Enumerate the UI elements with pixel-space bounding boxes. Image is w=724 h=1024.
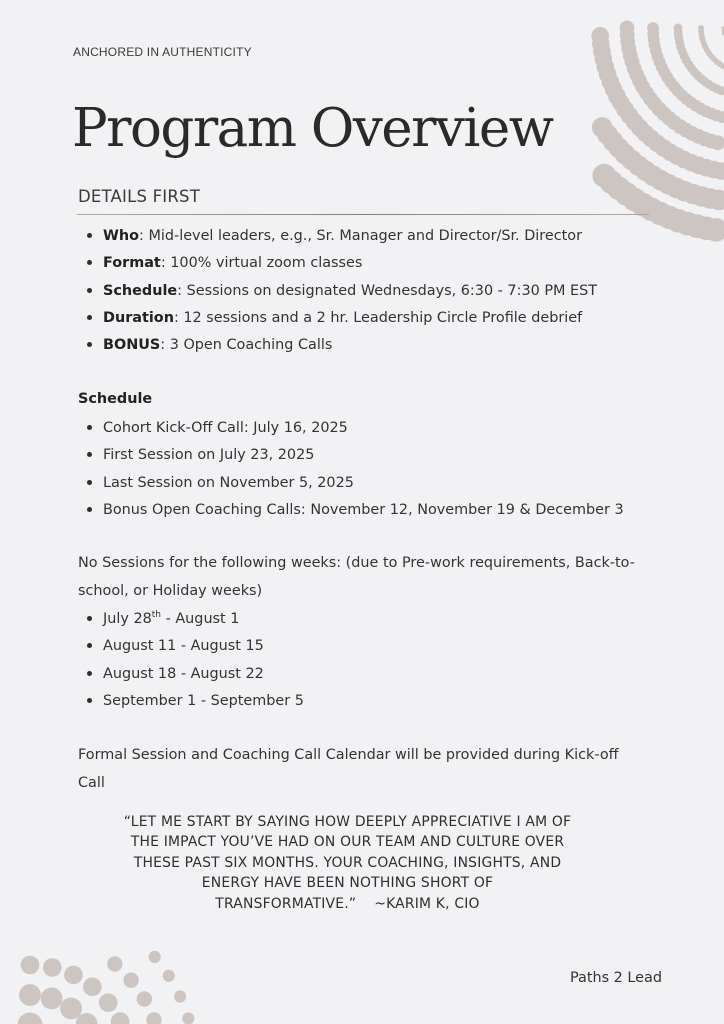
decor-dot xyxy=(599,66,617,84)
decor-dot xyxy=(643,165,664,186)
decor-dot xyxy=(674,181,695,202)
detail-item-bonus: BONUS: 3 Open Coaching Calls xyxy=(85,335,597,362)
decor-dot xyxy=(642,130,660,148)
decor-dot xyxy=(41,988,63,1010)
decor-dot xyxy=(674,28,683,37)
decor-dot xyxy=(635,80,650,95)
calendar-note: Formal Session and Coaching Call Calendar will be provided during Kick-off Call xyxy=(78,747,619,791)
decor-dot xyxy=(621,150,642,171)
decor-dot xyxy=(649,202,673,226)
decor-dot xyxy=(679,123,694,138)
decor-dot xyxy=(149,951,161,963)
decor-dot xyxy=(708,82,717,91)
footer-brand: Paths 2 Lead xyxy=(570,970,662,986)
decor-dot xyxy=(652,102,667,117)
decor-dot xyxy=(592,117,613,138)
decor-dot xyxy=(658,174,679,195)
decor-dot xyxy=(600,170,624,194)
decor-dot xyxy=(99,993,118,1012)
detail-item-who: Who: Mid-level leaders, e.g., Sr. Manager and Director/Sr. Director xyxy=(85,226,597,253)
decor-dot xyxy=(701,40,707,46)
decor-dot xyxy=(616,101,634,119)
decor-dot xyxy=(693,71,702,80)
decor-dot xyxy=(111,1012,130,1024)
decor-dot xyxy=(676,212,700,236)
decor-dot xyxy=(691,186,712,207)
decor-dot xyxy=(659,66,671,78)
decor-dot xyxy=(163,970,175,982)
excluded-weeks-list xyxy=(85,609,304,718)
decor-dot xyxy=(615,144,636,165)
decor-dot xyxy=(19,984,41,1006)
decor-dot xyxy=(704,47,710,53)
decor-dot xyxy=(137,991,152,1006)
decor-dot xyxy=(631,193,655,217)
decor-dot xyxy=(60,998,82,1020)
decor-dot xyxy=(656,61,668,73)
decor-dot xyxy=(674,24,683,33)
decor-dot xyxy=(675,38,684,47)
list-item: August 18 - August 22 xyxy=(85,664,304,691)
decor-dot xyxy=(602,73,620,91)
decor-dot xyxy=(592,164,616,188)
decor-dot xyxy=(76,1013,98,1024)
decor-dot xyxy=(720,63,724,69)
decor-dot xyxy=(620,34,635,49)
decor-dot xyxy=(704,218,724,242)
decor-dot xyxy=(698,29,704,35)
detail-item-duration: Duration: 12 sessions and a 2 hr. Leadership Circle Profile debrief xyxy=(85,308,597,335)
decor-dot xyxy=(705,161,723,179)
decor-dot xyxy=(676,42,685,51)
decor-dot xyxy=(678,47,687,56)
decor-dot xyxy=(681,93,693,105)
decor-dot xyxy=(676,89,688,101)
decor-dot xyxy=(700,36,706,42)
list-item: Cohort Kick-Off Call: July 16, 2025 xyxy=(85,418,624,445)
decor-dot xyxy=(652,51,664,63)
decor-dot xyxy=(607,177,631,201)
decor-dot xyxy=(711,56,717,62)
decor-dot xyxy=(612,94,630,112)
decor-dot xyxy=(620,28,635,43)
decor-dot xyxy=(685,97,697,109)
decor-dot xyxy=(631,119,649,137)
decor-dot xyxy=(182,1012,194,1024)
decor-dot xyxy=(684,60,693,69)
decor-dot xyxy=(639,85,654,100)
decor-dot xyxy=(655,139,673,157)
decor-dot xyxy=(648,34,660,46)
decor-dot xyxy=(627,61,642,76)
decor-dot xyxy=(708,190,724,211)
decor-dot xyxy=(695,217,719,241)
decor-dot xyxy=(146,1012,161,1024)
decor-dot xyxy=(643,91,658,106)
decor-dot xyxy=(662,111,677,126)
decor-dot xyxy=(700,105,712,117)
decor-dot xyxy=(623,188,647,212)
list-item: Bonus Open Coaching Calls: November 12, November 19 & December 3 xyxy=(85,500,624,527)
decor-dot xyxy=(700,188,721,209)
decor-dot xyxy=(717,61,723,67)
decor-dot xyxy=(691,129,706,144)
decor-dot xyxy=(657,106,672,121)
list-item: August 11 - August 15 xyxy=(85,636,304,663)
decor-dot xyxy=(717,86,724,95)
decor-dot xyxy=(615,182,639,206)
testimonial-quote xyxy=(120,812,575,914)
decor-dot xyxy=(625,54,640,69)
decor-dot xyxy=(697,159,715,177)
decor-dot xyxy=(705,108,717,120)
quote-text: “LET ME START BY SAYING HOW DEEPLY APPRECIATIVE I AM OF THE IMPACT YOU’VE HAD ON OUR TEAM AND CULTURE OVER THESE PAST SIX MONTHS. YOUR COACHING, INSIGHTS, AND ENERGY HAVE BEEN NOTHING SHORT OF TRANSFORMATIVE.” xyxy=(123,814,572,912)
decor-dot xyxy=(711,110,723,122)
list-item: July 28th - August 1 xyxy=(85,609,304,636)
decor-dot xyxy=(683,154,701,172)
section-heading: DETAILS FIRST xyxy=(78,187,200,206)
decor-dot xyxy=(704,134,719,149)
decor-dot xyxy=(702,44,708,50)
decor-dot xyxy=(632,74,647,89)
decor-dot xyxy=(706,50,712,56)
decor-dot xyxy=(18,1013,43,1024)
decor-dot xyxy=(592,35,610,53)
decor-dot xyxy=(674,33,683,42)
decor-dot xyxy=(713,84,722,93)
decor-dot xyxy=(603,131,624,152)
decor-dot xyxy=(697,74,706,83)
decor-dot xyxy=(83,978,102,997)
decor-dot xyxy=(687,64,696,73)
decor-dot xyxy=(107,956,122,971)
decor-dot xyxy=(647,96,662,111)
decor-dot xyxy=(714,59,720,65)
decor-dot xyxy=(21,956,40,975)
decor-dot xyxy=(174,990,186,1002)
decor-dot xyxy=(597,58,615,76)
details-list xyxy=(85,226,597,362)
decor-dot xyxy=(665,76,677,88)
decor-dot xyxy=(593,43,611,61)
decor-dot xyxy=(690,157,708,175)
decor-dot xyxy=(708,53,714,59)
decor-dot xyxy=(43,958,62,977)
decor-dot xyxy=(628,155,649,176)
decor-dot xyxy=(621,41,636,56)
decor-dot xyxy=(635,161,656,182)
decor-dot xyxy=(698,25,704,31)
list-item: First Session on July 23, 2025 xyxy=(85,445,624,472)
decor-dot xyxy=(609,138,630,159)
decor-dot xyxy=(649,39,661,51)
decor-dot xyxy=(657,206,681,230)
decor-dot xyxy=(704,80,713,89)
decor-dot xyxy=(123,973,138,988)
decor-dot xyxy=(683,184,704,205)
decor-dot xyxy=(620,21,635,36)
decor-dot xyxy=(695,103,707,115)
decor-dot xyxy=(661,143,679,161)
decor-dot xyxy=(666,178,687,199)
decor-dot xyxy=(668,147,686,165)
decor-dot xyxy=(716,111,724,123)
list-item: September 1 - September 5 xyxy=(85,691,304,718)
decor-dot xyxy=(648,135,666,153)
no-sessions-intro: No Sessions for the following weeks: (due to Pre-work requirements, Back-to-school, or Holiday weeks) xyxy=(78,555,635,599)
decor-dot xyxy=(661,71,673,83)
decor-dot xyxy=(680,51,689,60)
decor-dot xyxy=(64,966,83,985)
decor-dot xyxy=(713,162,724,180)
brand-name: ANCHORED IN AUTHENTICITY xyxy=(73,45,252,59)
schedule-list xyxy=(85,418,624,527)
decor-dot xyxy=(690,100,702,112)
decor-dot xyxy=(650,170,671,191)
decor-dot xyxy=(647,22,659,34)
schedule-heading: Schedule xyxy=(78,391,153,407)
decor-dot xyxy=(621,107,639,125)
list-item: Last Session on November 5, 2025 xyxy=(85,473,624,500)
decor-dot xyxy=(697,132,712,147)
detail-item-schedule: Schedule: Sessions on designated Wednesdays, 6:30 - 7:30 PM EST xyxy=(85,281,597,308)
decor-dot xyxy=(685,126,700,141)
decor-dot xyxy=(667,209,691,233)
decor-dot xyxy=(685,214,709,238)
decor-dot xyxy=(605,80,623,98)
decor-dot xyxy=(629,67,644,82)
quote-attribution: ~KARIM K, CIO xyxy=(374,895,480,912)
decor-dot xyxy=(690,67,699,76)
decor-dot xyxy=(675,151,693,169)
decor-dot xyxy=(595,50,613,68)
decor-dot xyxy=(647,28,659,40)
detail-item-format: Format: 100% virtual zoom classes xyxy=(85,253,597,280)
decor-dot xyxy=(623,48,638,63)
decor-dot xyxy=(673,119,688,134)
page-title: Program Overview xyxy=(72,98,553,159)
decor-dot xyxy=(668,81,680,93)
decor-dot xyxy=(667,115,682,130)
decor-dot xyxy=(591,27,609,45)
decor-dot xyxy=(650,45,662,57)
decor-dot xyxy=(699,33,705,39)
decor-dot xyxy=(654,56,666,68)
decor-dot xyxy=(597,124,618,145)
decor-dot xyxy=(626,113,644,131)
divider xyxy=(77,214,649,215)
decor-dot xyxy=(682,56,691,65)
decor-dot xyxy=(640,198,664,222)
decor-dot xyxy=(608,87,626,105)
decor-dot xyxy=(637,125,655,143)
decor-dot xyxy=(672,85,684,97)
decor-dot xyxy=(710,135,724,150)
decor-dot xyxy=(700,77,709,86)
